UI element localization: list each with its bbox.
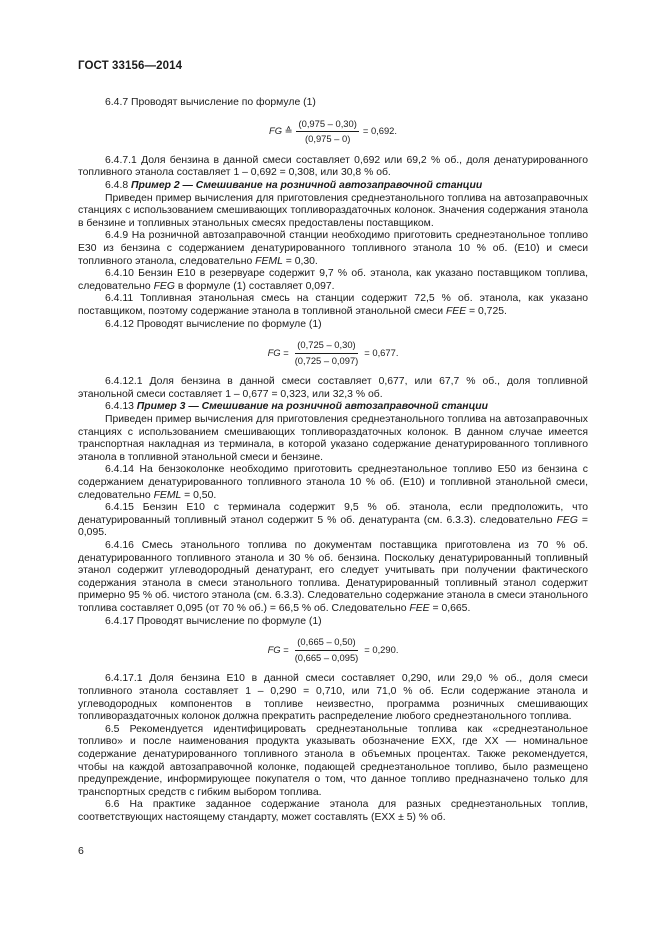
example-title: Пример 2 — Смешивание на розничной автозаправочной станции: [131, 179, 483, 191]
paragraph-6-4-15: [78, 502, 588, 540]
paragraph-6-4-9: [78, 230, 588, 268]
paragraph-6-4-14: [78, 464, 588, 502]
formula-result: = 0,677.: [364, 346, 399, 358]
paragraph-6-4-13: [78, 401, 588, 414]
formula-denominator: (0,975 – 0): [305, 133, 351, 145]
formula-fraction: [293, 636, 361, 664]
text-segment: 6.4.10 Бензин Е10 в резервуаре содержит 9,7 % об. этанола, как указано поставщиком топлива, следовательно: [78, 268, 588, 292]
paragraph-6-4-17-1: 6.4.17.1 Доля бензина Е10 в данной смеси составляет 0,290, или 29,0 % об., доля смеси топливного этанола составляет 1 – 0,290 = 0,710, или 71,0 % об. Если содержание этанола и углеводородных компонентов в топливе неизвестно, программа розничных смешивающих топливораздаточных колонок должна прекратить распределение любого среднеэтанольного топлива.: [78, 673, 588, 723]
formula-1: [78, 118, 588, 146]
paragraph-6-4-8: [78, 180, 588, 193]
paragraph-6-4-11: [78, 293, 588, 318]
paragraph-6-4-12-1: 6.4.12.1 Доля бензина в данной смеси составляет 0,677, или 67,7 % об., доля топливной этанольной смеси составляет 1 – 0,677 = 0,323, или 32,3 % об.: [78, 376, 588, 400]
standard-header: ГОСТ 33156—2014: [78, 60, 183, 72]
paragraph-6-4-17: 6.4.17 Проводят вычисление по формуле (1): [105, 615, 322, 627]
text-segment: 6.4.15 Бензин Е10 с терминала содержит 9,5 % об. этанола, если предположить, что денатурированный топливный этанол содержит 5 % об. денатуранта (см. 6.3.3). следовательно: [78, 502, 588, 526]
text-segment: 6.4.11 Топливная этанольная смесь на станции содержит 72,5 % об. этанола, как указано поставщиком, поэтому содержание этанола в топливной этанольной смеси: [78, 293, 588, 317]
formula-lhs: FG: [267, 643, 281, 655]
text-segment: в формуле (1) составляет 0,097.: [174, 280, 335, 292]
formula-lhs: FG: [268, 125, 283, 137]
text-segment: = 0,50.: [181, 489, 217, 501]
text-segment: = 0,30.: [282, 255, 318, 267]
paragraph-6-4-13-body: Приведен пример вычисления для приготовления среднеэтанольного топлива на автозаправочных станциях с использованием смешивающих топливораздаточных колонок. В данном случае имеется транспортная накладная из терминала, в которой указано содержание денатурированного топливного этанола в топливной этанольной смеси и бензине.: [78, 414, 588, 463]
formula-3: [78, 636, 588, 664]
text-segment: 6.4.16 Смесь этанольного топлива по документам поставщика приготовлена из 70 % об. денатурированного топливного этанола и 30 % об. бензина. Поскольку денатурированный топливный этанол содержит углеводородный денатурант, его следует учитывать при получении фактического содержания этанола в смеси этанольного топлива. Денатурированный топливный этанол содержит примерно 95 % об. чистого этанола (см. 6.3.3). Следовательно содержание этанола в смеси этанольного топлива составляет 0,095 (от 70 % об.) = 66,5 % об. Следовательно: [78, 540, 588, 614]
formula-eq-sign: ≙: [284, 125, 293, 137]
page-number: 6: [78, 845, 84, 857]
formula-eq-sign: =: [283, 346, 289, 358]
paragraph-6-6: 6.6 На практике заданное содержание этанола для разных среднеэтанольных топлив, соответствующих настоящему стандарту, может составлять (ЕXX ± 5) % об.: [78, 799, 588, 823]
paragraph-6-4-10: [78, 268, 588, 293]
formula-numerator: (0,725 – 0,30): [295, 339, 357, 354]
text-segment: 6.4.14 На бензоколонке необходимо приготовить среднеэтанольное топливо Е50 из бензина с содержанием денатурированного топливного этанола 10 % об. (Е10) и топливной этанольной смеси, следовательно: [78, 464, 588, 501]
formula-denominator: (0,725 – 0,097): [294, 354, 359, 366]
text-segment: = 0,725.: [466, 305, 507, 317]
text-segment: = 0,095.: [78, 514, 588, 539]
paragraph-number: 6.4.8: [105, 179, 131, 191]
paragraph-6-5: 6.5 Рекомендуется идентифицировать среднеэтанольные топлива как «среднеэтанольное топливо» и после наименования продукта указывать обозначение ЕXX, где ХХ — номинальное содержание денатурированного топливного этанола в объемных процентах. Также рекомендуется, чтобы на каждой автозаправочной колонке, подающей среднеэтанольное топливо, было размещено предупреждение, информирующее покупателя о том, что данное топливо предназначено только для транспортных средств с гибким выбором топлива.: [78, 723, 588, 798]
formula-lhs: FG: [267, 346, 281, 358]
paragraph-6-4-8-body: Приведен пример вычисления для приготовления среднеэтанольного топлива на автозаправочных станциях с использованием смешивающих топливораздаточных колонок. Значения содержания этанола в бензине и топливных этанольных смесях предоставлены поставщиком.: [78, 192, 588, 229]
formula-eq-sign: =: [283, 643, 289, 655]
paragraph-6-4-7-1: 6.4.7.1 Доля бензина в данной смеси составляет 0,692 или 69,2 % об., доля денатурированного топливного этанола составляет 1 – 0,692 = 0,308, или 30,8 % об.: [78, 154, 588, 179]
formula-result: = 0,290.: [364, 643, 399, 655]
variable: FEE: [409, 602, 430, 614]
variable: FEML: [255, 255, 283, 267]
document-body: [78, 84, 588, 824]
formula-numerator: (0,665 – 0,50): [295, 636, 357, 651]
text-segment: = 0,665.: [429, 602, 471, 614]
variable: FEE: [445, 305, 467, 317]
variable: FEG: [153, 280, 175, 292]
variable: FEG: [556, 514, 578, 526]
paragraph-6-4-16: [78, 540, 588, 616]
paragraph-6-4-7: 6.4.7 Проводят вычисление по формуле (1): [105, 97, 316, 108]
paragraph-number: 6.4.13: [105, 401, 137, 413]
formula-denominator: (0,665 – 0,095): [294, 651, 359, 663]
variable: FEML: [153, 489, 182, 501]
example-title: Пример 3 — Смешивание на розничной автозаправочной станции: [136, 401, 488, 413]
text-segment: 6.4.9 На розничной автозаправочной станции необходимо приготовить среднеэтанольное топливо Е30 из бензина с содержанием денатурированного топливного этанола 10 % об. (Е10) и смеси топливного этанола, следовательно: [78, 230, 588, 267]
formula-2: [78, 339, 588, 367]
paragraph-6-4-12: 6.4.12 Проводят вычисление по формуле (1): [105, 318, 322, 330]
formula-fraction: [296, 118, 358, 146]
formula-result: = 0,692.: [362, 125, 398, 137]
formula-numerator: (0,975 – 0,30): [296, 118, 358, 133]
formula-fraction: [293, 339, 361, 367]
